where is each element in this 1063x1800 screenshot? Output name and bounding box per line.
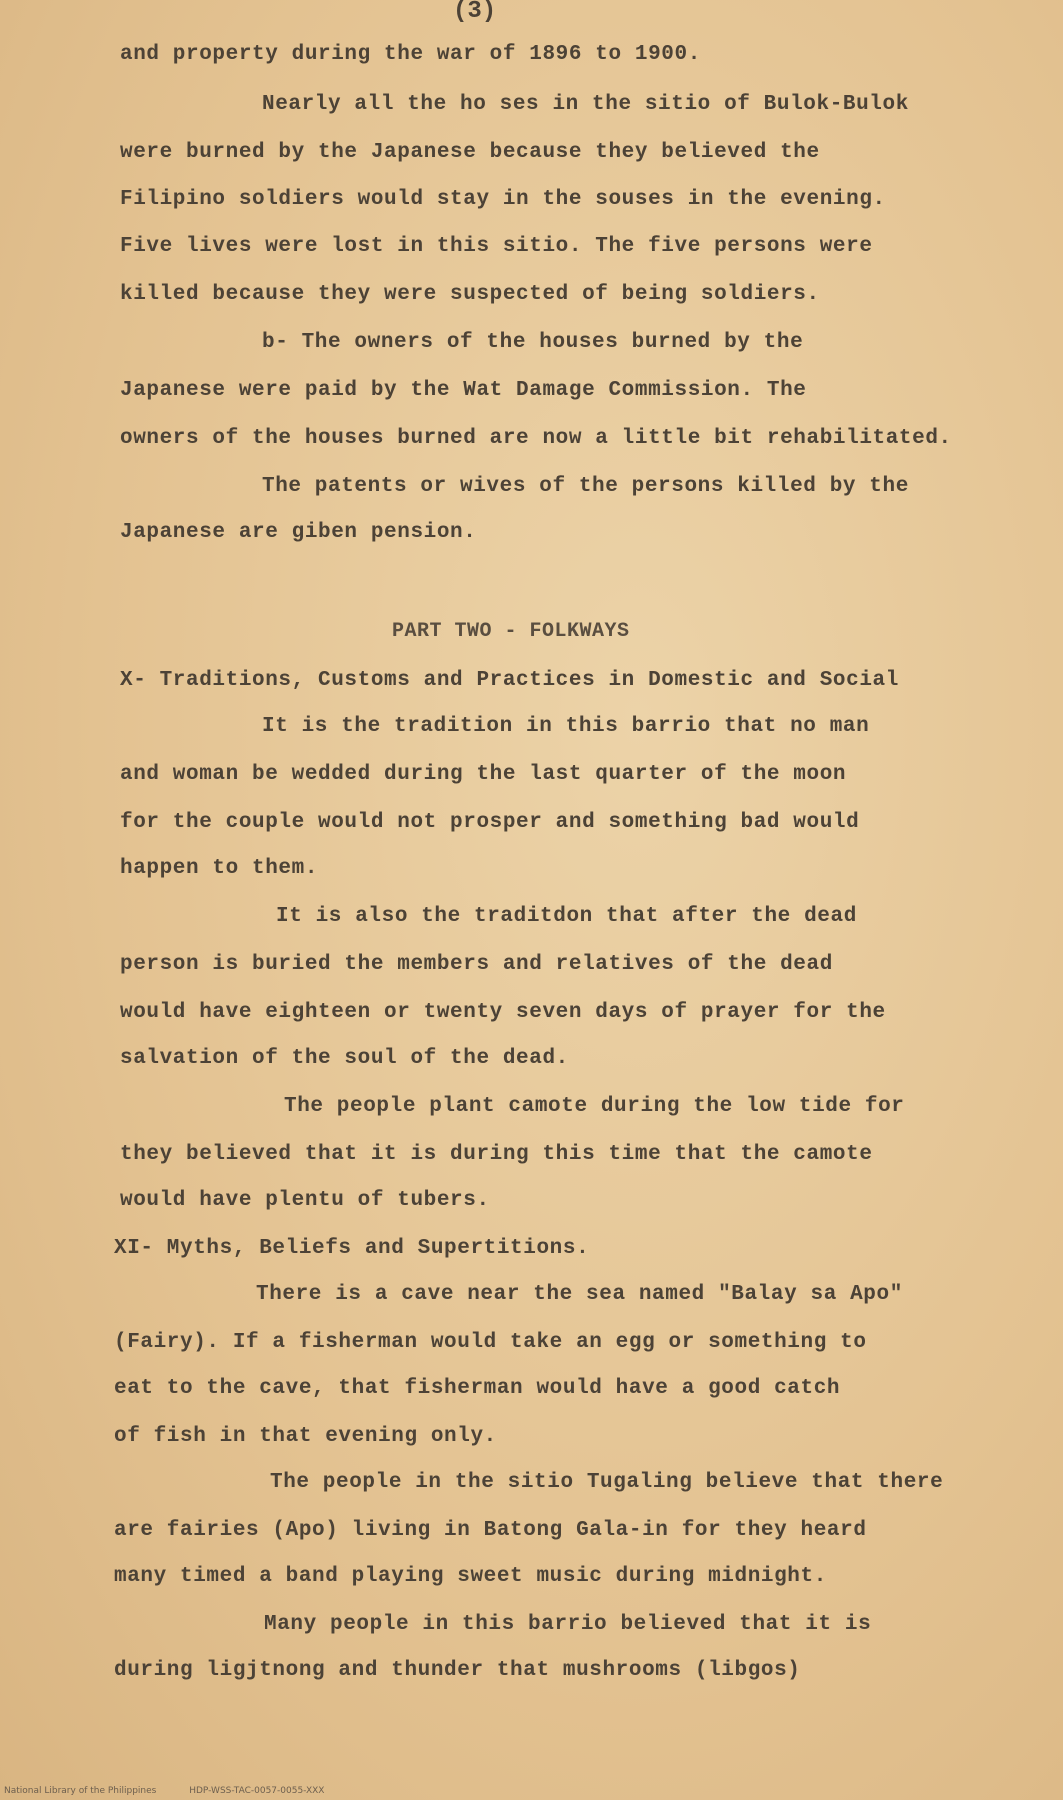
document-code: HDP-WSS-TAC-0057-0055-XXX [189,1786,325,1796]
text-line: Many people in this barrio believed that it is [264,1613,872,1636]
text-line: and woman be wedded during the last quarter of the moon [120,763,847,786]
text-line: Filipino soldiers would stay in the souses in the evening. [120,188,886,211]
text-line: The people in the sitio Tugaling believe that there [270,1471,944,1494]
text-line: during ligjtnong and thunder that mushrooms (libgos) [114,1659,801,1682]
text-line: of fish in that evening only. [114,1425,497,1448]
text-line: happen to them. [120,857,319,880]
text-line: Nearly all the ho ses in the sitio of Bulok-Bulok [262,93,909,116]
archive-footer [0,1786,1063,1800]
text-line: were burned by the Japanese because they believed the [120,141,820,164]
text-line: X- Traditions, Customs and Practices in Domestic and Social [120,669,899,692]
text-line: The people plant camote during the low tide for [284,1095,905,1118]
text-line: are fairies (Apo) living in Batong Gala-in for they heard [114,1519,867,1542]
text-line: and property during the war of 1896 to 1900. [120,43,701,66]
text-line: b- The owners of the houses burned by the [262,331,804,354]
text-line: It is also the traditdon that after the dead [276,905,857,928]
text-line: eat to the cave, that fisherman would have a good catch [114,1377,841,1400]
library-credit: National Library of the Philippines [4,1786,157,1796]
text-line: salvation of the soul of the dead. [120,1047,569,1070]
text-line: (Fairy). If a fisherman would take an egg or something to [114,1331,867,1354]
text-line: It is the tradition in this barrio that no man [262,715,870,738]
text-line: killed because they were suspected of being soldiers. [120,283,820,306]
text-line: they believed that it is during this time that the camote [120,1143,873,1166]
text-line: Japanese are giben pension. [120,521,477,544]
text-line: person is buried the members and relatives of the dead [120,953,833,976]
text-line: XI- Myths, Beliefs and Supertitions. [114,1237,590,1260]
text-line: would have eighteen or twenty seven days of prayer for the [120,1001,886,1024]
text-line: Japanese were paid by the Wat Damage Commission. The [120,379,807,402]
text-line: Five lives were lost in this sitio. The five persons were [120,235,873,258]
text-line: The patents or wives of the persons killed by the [262,475,909,498]
text-line: owners of the houses burned are now a little bit rehabilitated. [120,427,952,450]
text-line: many timed a band playing sweet music during midnight. [114,1565,827,1588]
text-line: There is a cave near the sea named "Balay sa Apo" [256,1283,903,1306]
section-heading: PART TWO - FOLKWAYS [392,620,630,643]
page-number: (3) [453,0,497,25]
text-line: for the couple would not prosper and something bad would [120,811,860,834]
text-line: would have plentu of tubers. [120,1189,490,1212]
